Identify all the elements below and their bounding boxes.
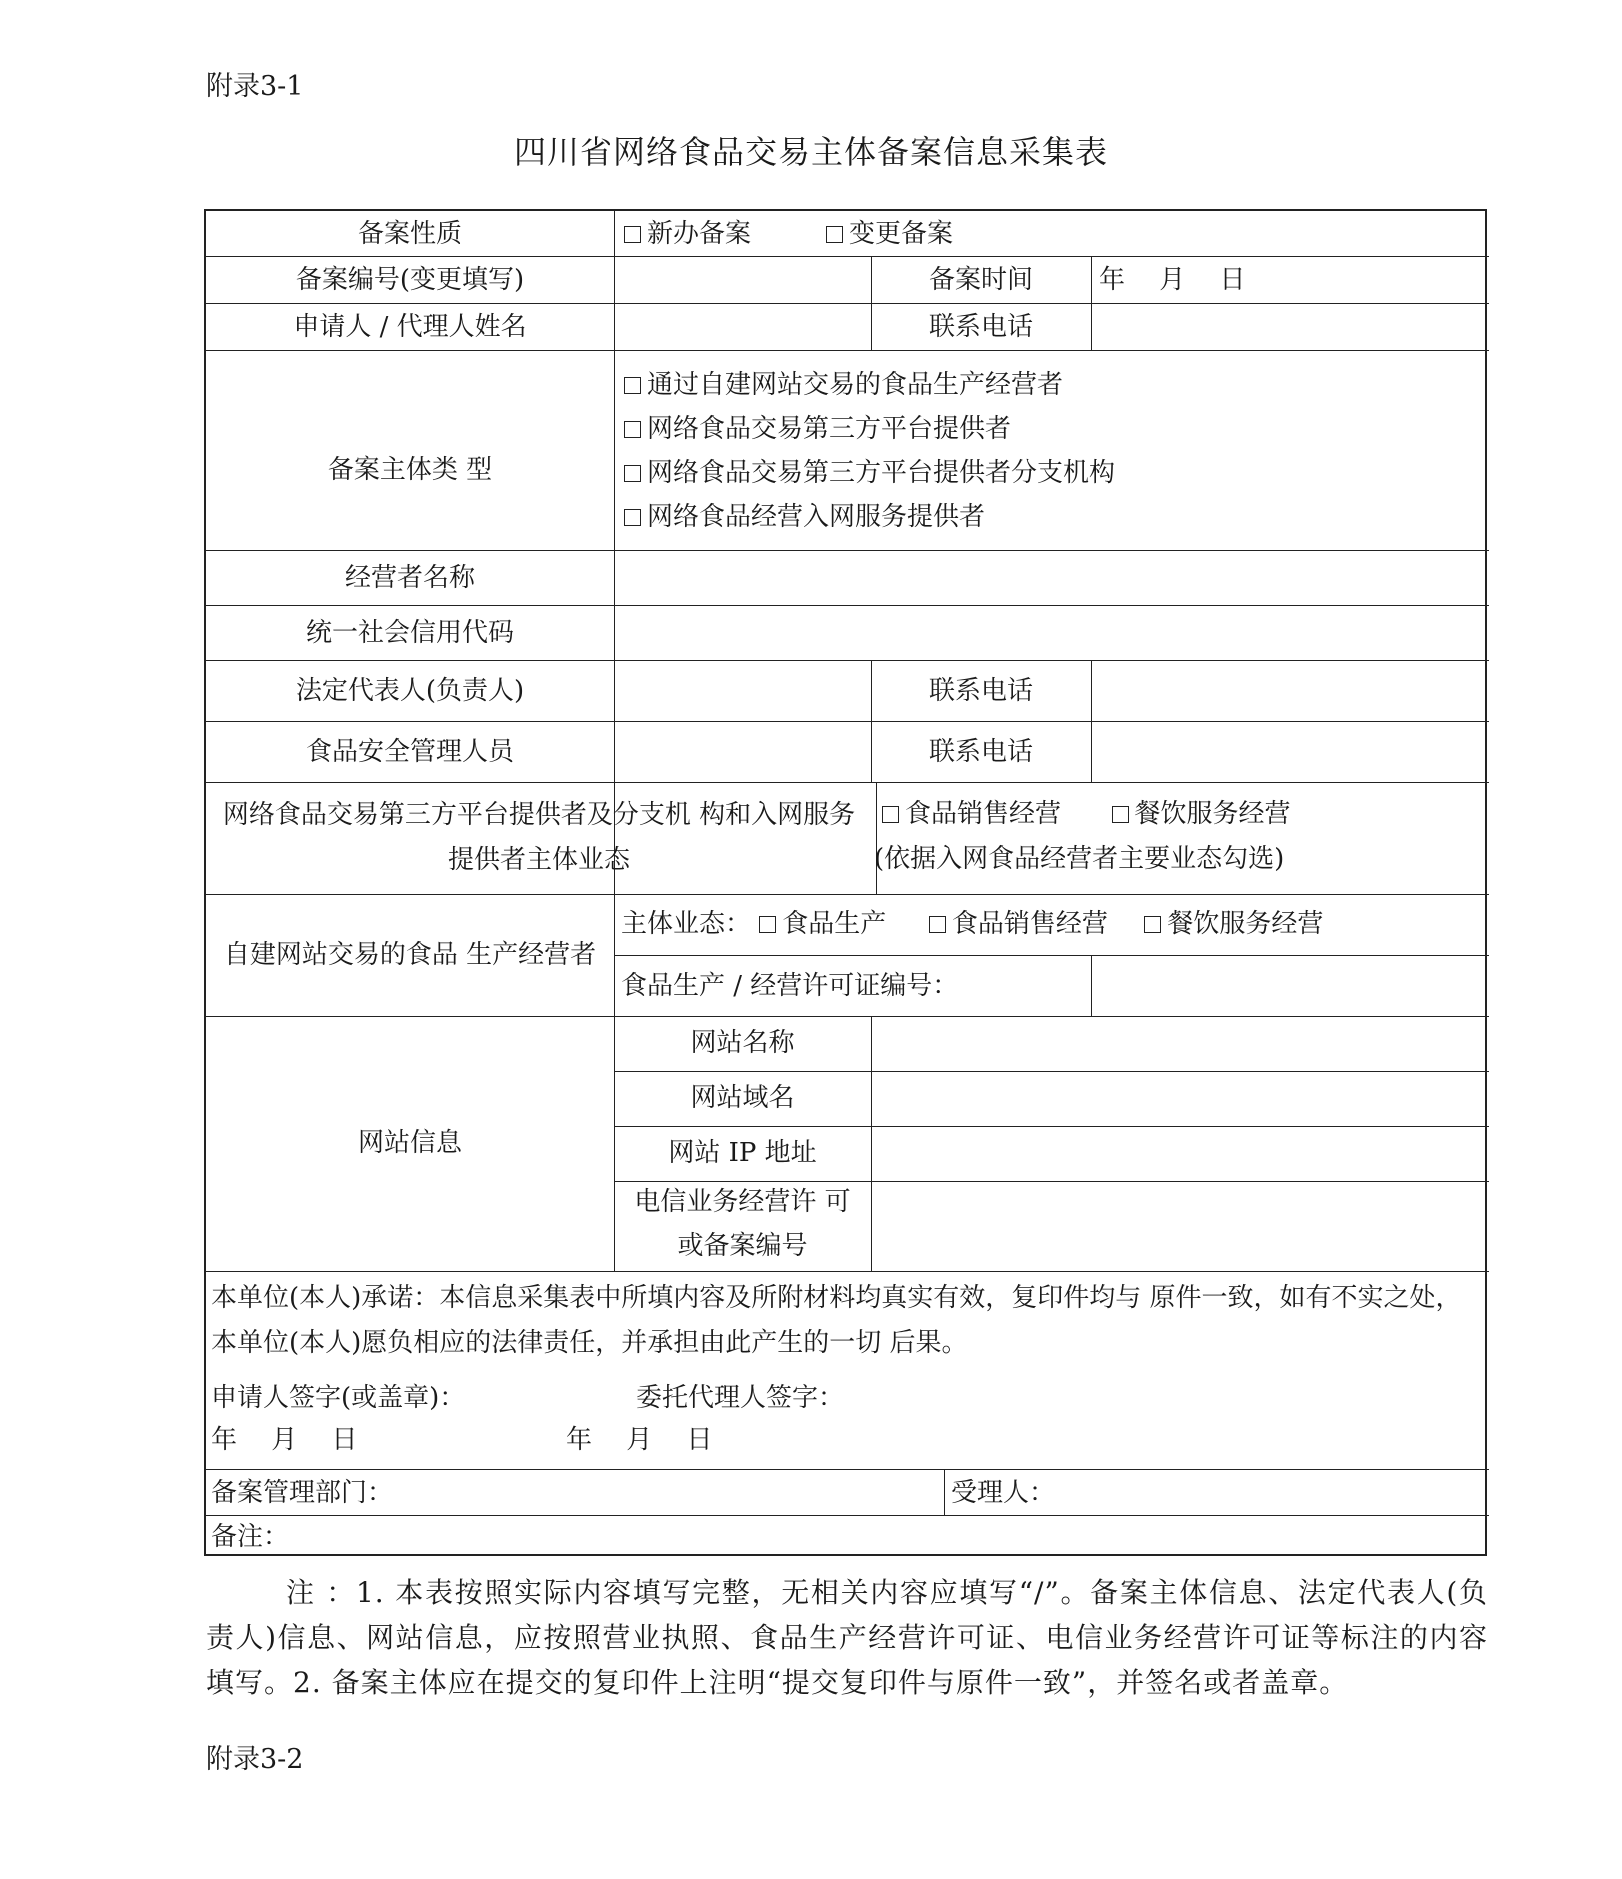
checkbox-icon[interactable] (624, 226, 641, 243)
legal-rep-label: 法定代表人(负责人) (295, 676, 525, 706)
filing-number-label: 备案编号(变更填写) (295, 265, 525, 295)
receiver-label: 受理人： (951, 1478, 1056, 1508)
applicant-phone-label: 联系电话 (928, 312, 1033, 342)
operator-name-label: 经营者名称 (344, 563, 475, 593)
department-label: 备案管理部门： (211, 1478, 394, 1508)
telecom-license-label: 电信业务经营许 可 (634, 1187, 851, 1217)
subject-type-option[interactable]: 通过自建网站交易的食品生产经营者 (624, 370, 1063, 400)
appendix-label-bottom: 附录3-2 (206, 1744, 304, 1775)
option-catering[interactable]: 餐饮服务经营 (1112, 799, 1291, 829)
appendix-label-top: 附录3-1 (206, 71, 304, 102)
platform-business-hint: (依据入网食品经营者主要业态勾选) (874, 844, 1285, 874)
checkbox-icon[interactable] (882, 806, 899, 823)
legal-rep-phone-label: 联系电话 (928, 676, 1033, 706)
self-site-business: 主体业态： 食品生产 食品销售经营 餐饮服务经营 (621, 909, 1324, 939)
option-food-production[interactable]: 食品生产 (759, 909, 886, 939)
checkbox-icon[interactable] (759, 916, 776, 933)
applicant-date[interactable]: 年 月 日 (211, 1425, 358, 1455)
self-site-label: 自建网站交易的食品 生产经营者 (223, 940, 597, 970)
footnote: 注 ：1. 本表按照实际内容填写完整，无相关内容应填写“/”。备案主体信息、法定代表人(负责人)信息、网站信息，应按照营业执照、食品生产经营许可证、电信业务经营许可证等标注的内容填写。2. 备案主体应在提交的复印件上注明“提交复印件与原件一致”，并签名或者盖章。 (206, 1576, 1488, 1699)
website-info-label: 网站信息 (357, 1128, 462, 1158)
checkbox-icon[interactable] (624, 509, 641, 526)
checkbox-icon[interactable] (826, 226, 843, 243)
subject-type-option[interactable]: 网络食品交易第三方平台提供者 (624, 414, 1011, 444)
subject-type-label: 备案主体类 型 (327, 455, 493, 485)
checkbox-icon[interactable] (624, 465, 641, 482)
subject-type-option[interactable]: 网络食品经营入网服务提供者 (624, 502, 985, 532)
license-number-label: 食品生产 / 经营许可证编号： (621, 971, 959, 1001)
checkbox-icon[interactable] (1144, 916, 1161, 933)
platform-business-options (882, 799, 1291, 829)
option-catering[interactable]: 餐饮服务经营 (1144, 909, 1323, 939)
telecom-license-label-line2: 或备案编号 (677, 1231, 808, 1261)
form-title: 四川省网络食品交易主体备案信息采集表 (513, 133, 1108, 171)
subject-type-option[interactable]: 网络食品交易第三方平台提供者分支机构 (624, 458, 1115, 488)
applicant-name-label: 申请人 / 代理人姓名 (293, 312, 527, 342)
checkbox-icon[interactable] (929, 916, 946, 933)
filing-form-table (204, 209, 1487, 1556)
credit-code-label: 统一社会信用代码 (305, 618, 514, 648)
filing-time-label: 备案时间 (928, 265, 1033, 295)
agent-signature-label: 委托代理人签字： (636, 1383, 845, 1413)
filing-nature-label: 备案性质 (357, 219, 462, 249)
website-ip-label: 网站 IP 地址 (668, 1138, 817, 1168)
option-new-filing[interactable]: 新办备案 (624, 219, 751, 249)
platform-business-label: 网络食品交易第三方平台提供者及分支机 构和入网服务提供者主体业态 (222, 800, 856, 875)
remarks-label: 备注： (211, 1522, 290, 1552)
website-domain-label: 网站域名 (690, 1083, 795, 1113)
agent-date[interactable]: 年 月 日 (566, 1425, 713, 1455)
safety-manager-label: 食品安全管理人员 (305, 737, 514, 767)
option-food-sales[interactable]: 食品销售经营 (929, 909, 1108, 939)
website-name-label: 网站名称 (690, 1028, 795, 1058)
applicant-signature-label: 申请人签字(或盖章)： (211, 1383, 466, 1413)
filing-time-value[interactable]: 年 月 日 (1099, 265, 1246, 295)
checkbox-icon[interactable] (1112, 806, 1129, 823)
commitment-text: 本单位(本人)承诺：本信息采集表中所填内容及所附材料均真实有效，复印件均与 原件一致，如有不实之处，本单位(本人)愿负相应的法律责任，并承担由此产生的一切 后果。 (211, 1283, 1462, 1358)
option-food-sales[interactable]: 食品销售经营 (882, 799, 1061, 829)
option-change-filing[interactable]: 变更备案 (826, 219, 953, 249)
checkbox-icon[interactable] (624, 421, 641, 438)
safety-manager-phone-label: 联系电话 (928, 737, 1033, 767)
checkbox-icon[interactable] (624, 377, 641, 394)
